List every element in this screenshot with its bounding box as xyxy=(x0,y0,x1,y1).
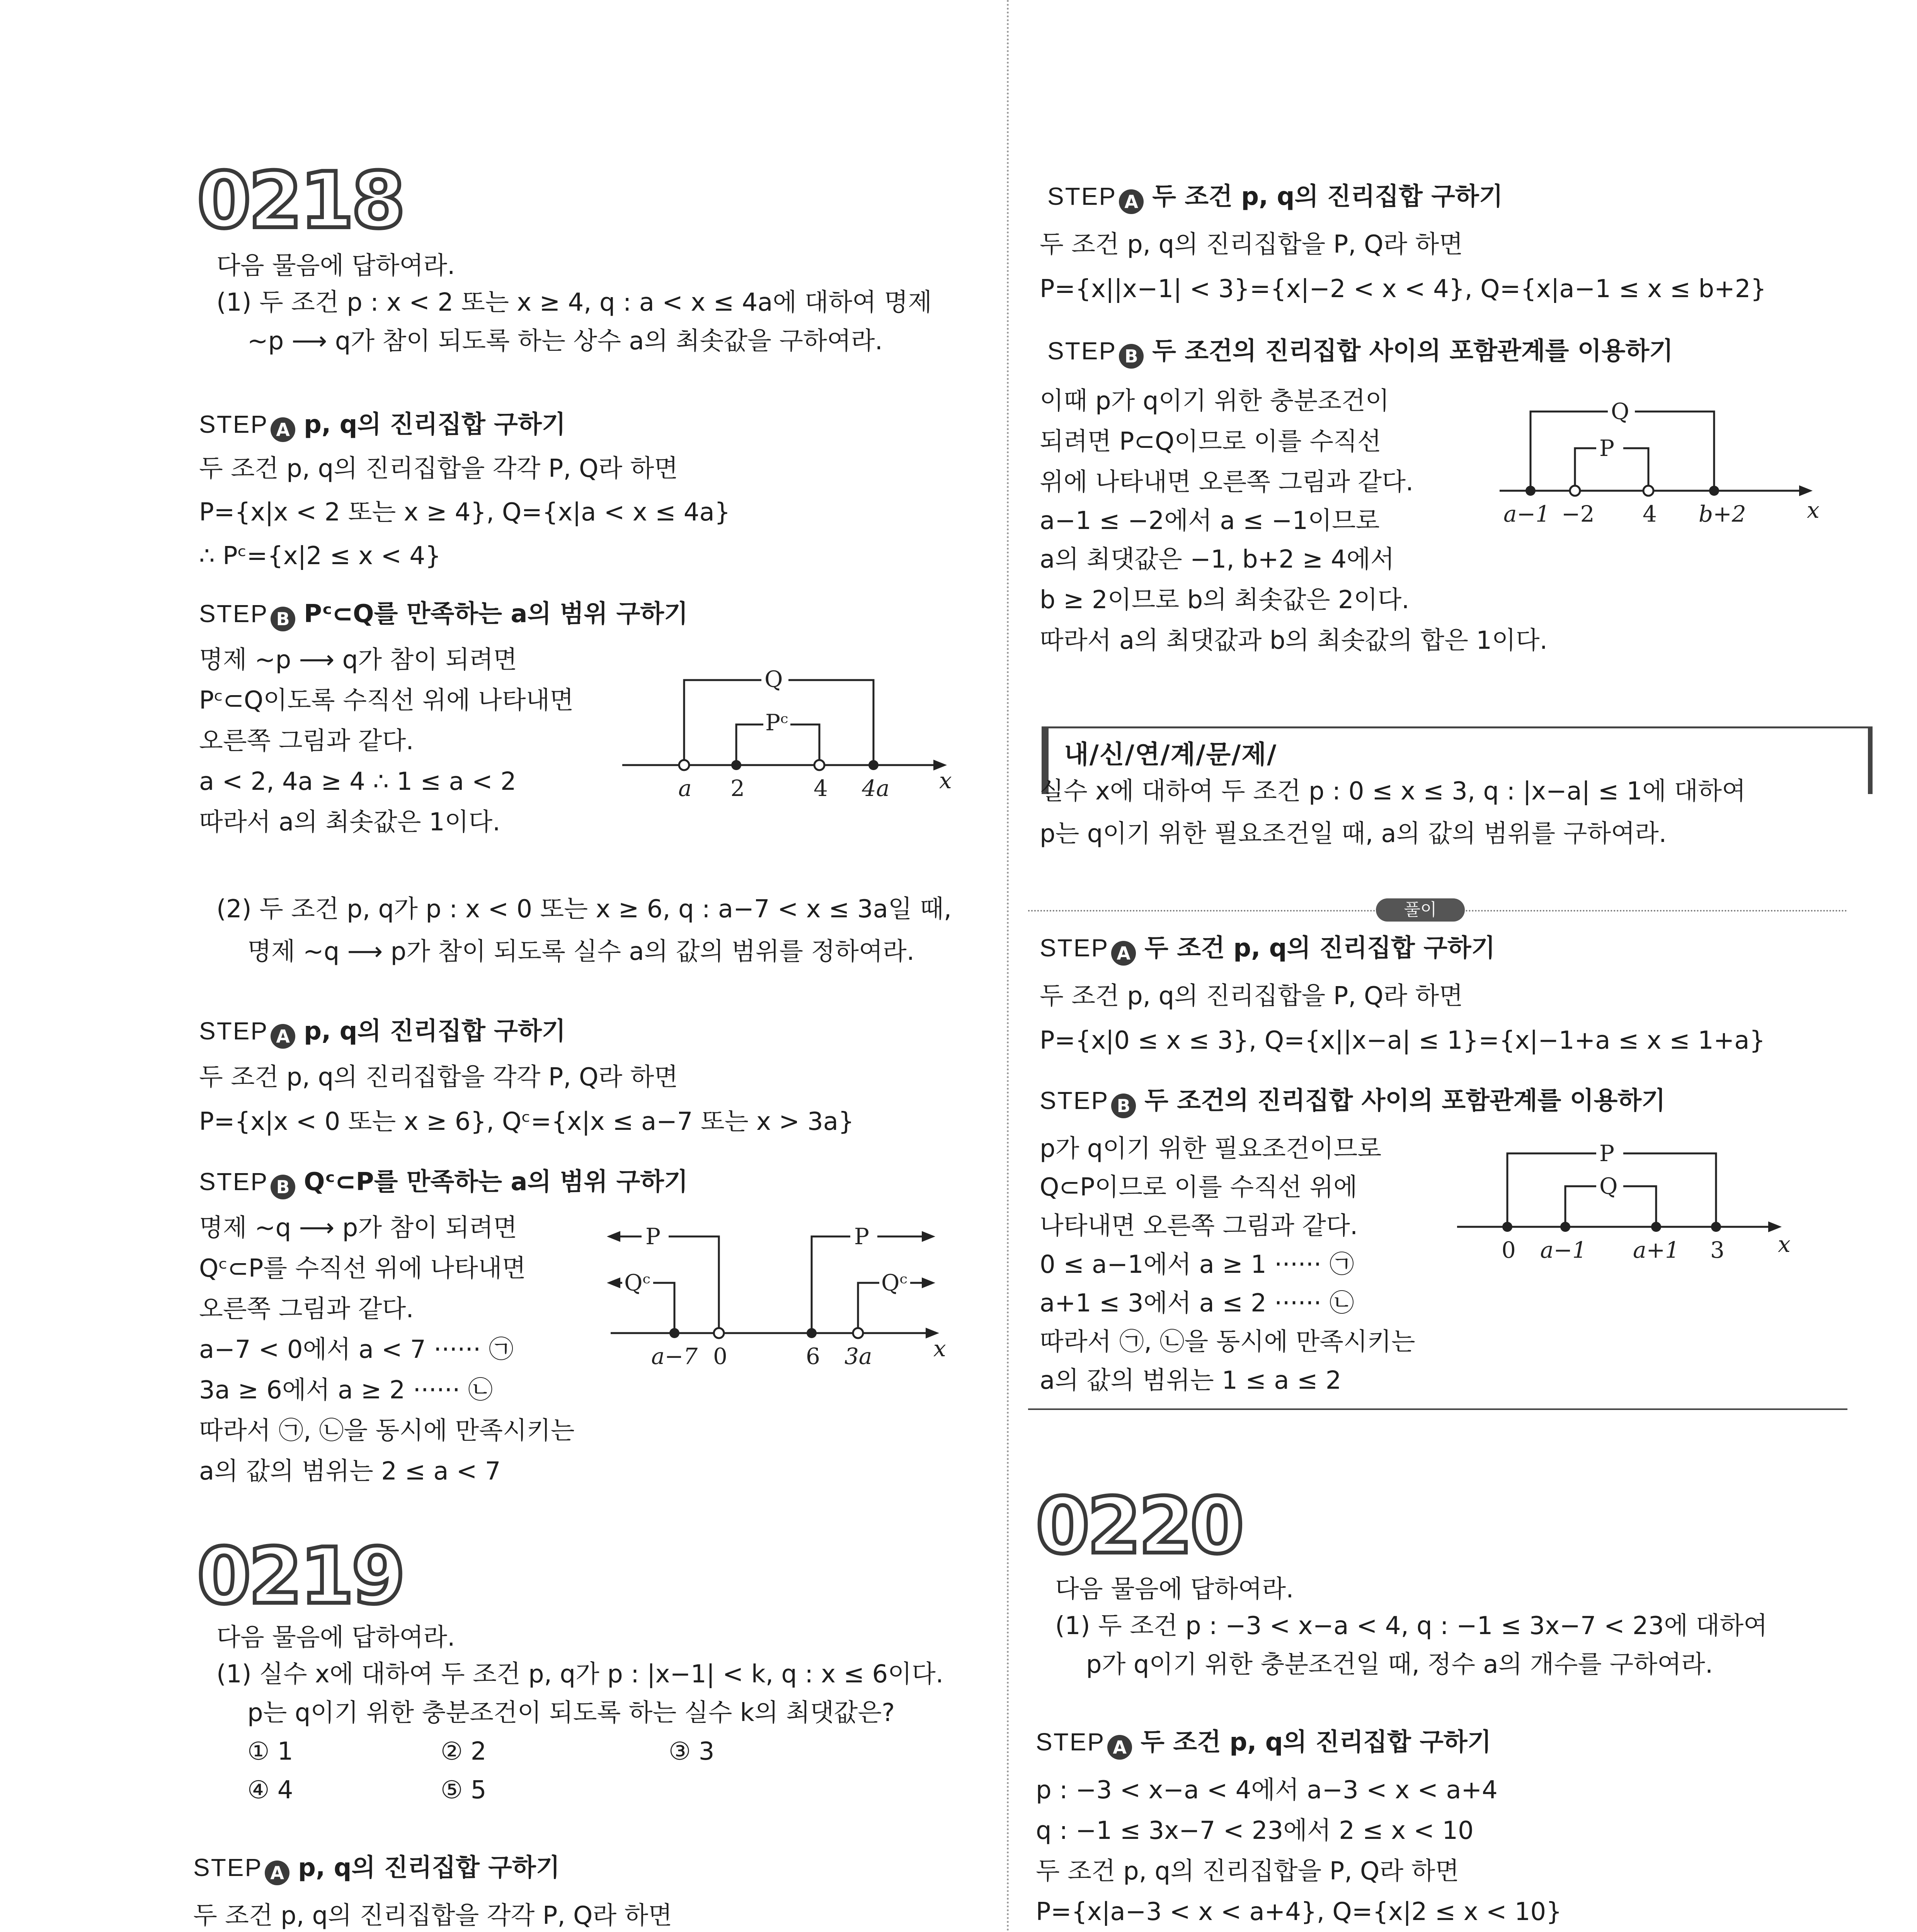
step-badge: B xyxy=(271,1175,295,1199)
tick-label: 3 xyxy=(1710,1237,1725,1263)
solution-line: Pᶜ⊂Q이도록 수직선 위에 나타내면 xyxy=(199,686,574,715)
solution-line: 두 조건 p, q의 진리집합을 P, Q라 하면 xyxy=(1040,982,1463,1010)
set-label: Qᶜ xyxy=(624,1270,650,1296)
tick-label: 2 xyxy=(730,775,745,801)
step-b-heading: STEP B Pᶜ⊂Q를 만족하는 a의 범위 구하기 xyxy=(199,595,688,633)
step-badge: A xyxy=(271,1024,295,1049)
solution-line: a+1 ≤ 3에서 a ≤ 2 ······ ㉡ xyxy=(1040,1289,1354,1318)
box-title: 내/신/연/계/문/제/ xyxy=(1064,740,1277,769)
solution-line: 명제 ~p ⟶ q가 참이 되려면 xyxy=(199,646,517,674)
step-badge: A xyxy=(265,1861,289,1885)
solution-line: ∴ Pᶜ={x|2 ≤ x < 4} xyxy=(199,542,441,570)
open-point xyxy=(853,1328,863,1338)
tick-label: x xyxy=(933,1335,946,1362)
set-label: Q xyxy=(1599,1173,1618,1199)
tick-label: x xyxy=(1778,1231,1791,1257)
step-badge: B xyxy=(1111,1094,1136,1118)
tick-label: 6 xyxy=(806,1343,820,1369)
instruction: 다음 물음에 답하여라. xyxy=(1055,1575,1294,1604)
question-text: p는 q이기 위한 충분조건이 되도록 하는 실수 k의 최댓값은? xyxy=(247,1699,895,1727)
solution-line: 명제 ~q ⟶ p가 참이 되려면 xyxy=(199,1214,517,1242)
axis-arrow xyxy=(1768,1221,1782,1232)
question-text: 실수 x에 대하여 두 조건 p : 0 ≤ x ≤ 3, q : |x−a| ≤ 1에 대하여 xyxy=(1040,777,1746,806)
axis-arrow xyxy=(1799,485,1813,496)
instruction: 다음 물음에 답하여라. xyxy=(216,252,455,280)
tick-label: b+2 xyxy=(1699,501,1746,527)
set-label: Q xyxy=(764,666,783,692)
tick-label: 3a xyxy=(844,1343,872,1369)
question-text: ~p ⟶ q가 참이 되도록 하는 상수 a의 최솟값을 구하여라. xyxy=(247,327,883,355)
solution-line: q : −1 ≤ 3x−7 < 23에서 2 ≤ x < 10 xyxy=(1036,1816,1474,1845)
solution-line: b ≥ 2이므로 b의 최솟값은 2이다. xyxy=(1040,586,1410,614)
solution-line: a−1 ≤ −2에서 a ≤ −1이므로 xyxy=(1040,507,1380,535)
closed-point xyxy=(731,760,741,770)
open-point xyxy=(1570,486,1580,496)
question-text: (2) 두 조건 p, q가 p : x < 0 또는 x ≥ 6, q : a−7 < x ≤ 3a일 때, xyxy=(216,895,952,923)
tick-label: x xyxy=(939,767,952,794)
set-label: P xyxy=(854,1223,870,1250)
set-label: Q xyxy=(1611,398,1629,425)
solution-line: 두 조건 p, q의 진리집합을 P, Q라 하면 xyxy=(1040,230,1463,259)
tick-label: a xyxy=(678,775,692,801)
number-line-diagram xyxy=(1496,394,1844,549)
solution-line: p : −3 < x−a < 4에서 a−3 < x < a+4 xyxy=(1036,1776,1498,1804)
solution-line: P={x|a−3 < x < a+4}, Q={x|2 ≤ x < 10} xyxy=(1036,1898,1562,1926)
solution-line: 따라서 a의 최댓값과 b의 최솟값의 합은 1이다. xyxy=(1040,626,1548,655)
step-b-heading: STEP B Qᶜ⊂P를 만족하는 a의 범위 구하기 xyxy=(199,1163,688,1201)
instruction: 다음 물음에 답하여라. xyxy=(216,1623,455,1652)
closed-point xyxy=(1709,486,1719,496)
solution-line: a−7 < 0에서 a < 7 ······ ㉠ xyxy=(199,1335,514,1364)
set-label: Pᶜ xyxy=(765,709,788,736)
closed-point xyxy=(1502,1222,1512,1232)
tick-label: 0 xyxy=(1502,1237,1516,1263)
tick-label: 0 xyxy=(713,1343,727,1369)
set-label: P xyxy=(1599,435,1615,461)
answer-choice[interactable]: ① 1 xyxy=(247,1737,293,1766)
question-text: 명제 ~q ⟶ p가 참이 되도록 실수 a의 값의 범위를 정하여라. xyxy=(247,937,915,966)
column-divider xyxy=(1007,0,1009,1932)
step-badge: A xyxy=(1107,1735,1132,1760)
solution-line: p가 q이기 위한 필요조건이므로 xyxy=(1040,1134,1382,1163)
number-line-diagram xyxy=(618,653,966,808)
closed-point xyxy=(868,760,878,770)
tick-label: −2 xyxy=(1561,501,1595,527)
step-badge: B xyxy=(271,607,295,631)
box-bottom-rule xyxy=(1028,1408,1847,1410)
step-a-heading: STEP A p, q의 진리집합 구하기 xyxy=(199,406,566,443)
set-label: P xyxy=(1599,1140,1615,1167)
solution-line: 오른쪽 그림과 같다. xyxy=(199,727,414,755)
tick-label: a−1 xyxy=(1503,501,1550,527)
solution-line: P={x|x < 0 또는 x ≥ 6}, Qᶜ={x|x ≤ a−7 또는 x > 3a} xyxy=(199,1107,854,1136)
step-a-heading: STEP A p, q의 진리집합 구하기 xyxy=(193,1849,560,1886)
tick-label: 4 xyxy=(1643,501,1657,527)
solution-line: 위에 나타내면 오른쪽 그림과 같다. xyxy=(1040,468,1414,497)
solution-line: Qᶜ⊂P를 수직선 위에 나타내면 xyxy=(199,1254,526,1283)
open-point xyxy=(714,1328,724,1338)
closed-point xyxy=(807,1328,817,1338)
step-badge: A xyxy=(1119,189,1144,214)
solution-line: 따라서 ㉠, ㉡을 동시에 만족시키는 xyxy=(1040,1328,1415,1356)
solution-line: 오른쪽 그림과 같다. xyxy=(199,1295,414,1323)
step-b-heading: STEP B 두 조건의 진리집합 사이의 포함관계를 이용하기 xyxy=(1047,332,1673,370)
solution-line: a의 값의 범위는 1 ≤ a ≤ 2 xyxy=(1040,1366,1342,1395)
step-badge: B xyxy=(1119,344,1144,369)
question-text: (1) 두 조건 p : x < 2 또는 x ≥ 4, q : a < x ≤ 4a에 대하여 명제 xyxy=(216,288,932,317)
step-a-heading: STEP A 두 조건 p, q의 진리집합 구하기 xyxy=(1036,1723,1491,1761)
set-label: P xyxy=(645,1223,661,1250)
open-point xyxy=(679,760,689,770)
question-text: (1) 두 조건 p : −3 < x−a < 4, q : −1 ≤ 3x−7 < 23에 대하여 xyxy=(1055,1612,1767,1640)
solution-line: P={x||x−1| < 3}={x|−2 < x < 4}, Q={x|a−1 ≤ x ≤ b+2} xyxy=(1040,275,1767,303)
step-badge: A xyxy=(271,417,295,442)
solution-line: a < 2, 4a ≥ 4 ∴ 1 ≤ a < 2 xyxy=(199,767,516,796)
solution-line: 나타내면 오른쪽 그림과 같다. xyxy=(1040,1212,1358,1240)
step-a-heading: STEP A 두 조건 p, q의 진리집합 구하기 xyxy=(1047,178,1503,215)
answer-choice[interactable]: ④ 4 xyxy=(247,1776,293,1804)
solution-line: 3a ≥ 6에서 a ≥ 2 ······ ㉡ xyxy=(199,1376,493,1405)
solution-line: 되려면 P⊂Q이므로 이를 수직선 xyxy=(1040,427,1381,456)
closed-point xyxy=(669,1328,679,1338)
closed-point xyxy=(1560,1222,1570,1232)
solution-line: P={x|0 ≤ x ≤ 3}, Q={x||x−a| ≤ 1}={x|−1+a ≤ x ≤ 1+a} xyxy=(1040,1026,1765,1055)
tick-label: a−7 xyxy=(651,1343,698,1369)
question-text: p는 q이기 위한 필요조건일 때, a의 값의 범위를 구하여라. xyxy=(1040,820,1667,848)
open-point xyxy=(814,760,824,770)
solution-line: 0 ≤ a−1에서 a ≥ 1 ······ ㉠ xyxy=(1040,1250,1354,1279)
problem-number-0218: 0218 xyxy=(197,156,403,246)
solution-line: P={x|x < 2 또는 x ≥ 4}, Q={x|a < x ≤ 4a} xyxy=(199,498,730,527)
solution-line: Q⊂P이므로 이를 수직선 위에 xyxy=(1040,1173,1357,1202)
problem-number-0219: 0219 xyxy=(197,1531,403,1621)
question-text: p가 q이기 위한 충분조건일 때, 정수 a의 개수를 구하여라. xyxy=(1086,1650,1713,1679)
problem-number-0220: 0220 xyxy=(1036,1481,1242,1571)
solution-line: 따라서 ㉠, ㉡을 동시에 만족시키는 xyxy=(199,1417,575,1445)
closed-point xyxy=(1525,486,1536,496)
question-text: (1) 실수 x에 대하여 두 조건 p, q가 p : |x−1| < k, q : x ≤ 6이다. xyxy=(216,1660,944,1689)
answer-choice[interactable]: ③ 3 xyxy=(669,1737,715,1766)
closed-point xyxy=(1651,1222,1661,1232)
answer-choice[interactable]: ⑤ 5 xyxy=(441,1776,487,1804)
step-b-heading: STEP B 두 조건의 진리집합 사이의 포함관계를 이용하기 xyxy=(1040,1082,1665,1119)
tick-label: x xyxy=(1807,497,1820,523)
solution-line: 두 조건 p, q의 진리집합을 각각 P, Q라 하면 xyxy=(199,1063,678,1092)
answer-choice[interactable]: ② 2 xyxy=(441,1737,487,1766)
solution-line: a의 값의 범위는 2 ≤ a < 7 xyxy=(199,1457,501,1486)
step-a-heading: STEP A p, q의 진리집합 구하기 xyxy=(199,1012,566,1050)
tick-label: a+1 xyxy=(1633,1237,1680,1263)
tick-label: 4 xyxy=(814,775,828,801)
step-badge: A xyxy=(1111,941,1136,966)
tick-label: 4a xyxy=(862,775,890,801)
set-label: Qᶜ xyxy=(881,1270,907,1296)
tick-label: a−1 xyxy=(1540,1237,1587,1263)
closed-point xyxy=(1711,1222,1721,1232)
number-line-diagram xyxy=(1453,1132,1824,1279)
open-point xyxy=(1643,486,1653,496)
solution-line: a의 최댓값은 −1, b+2 ≥ 4에서 xyxy=(1040,545,1394,574)
step-a-heading: STEP A 두 조건 p, q의 진리집합 구하기 xyxy=(1040,929,1495,967)
number-line-diagram xyxy=(603,1217,966,1379)
solution-line: 이때 p가 q이기 위한 충분조건이 xyxy=(1040,387,1389,415)
solution-tag: 풀이 xyxy=(1376,898,1465,922)
solution-line: 두 조건 p, q의 진리집합을 각각 P, Q라 하면 xyxy=(199,454,678,483)
solution-line: 따라서 a의 최솟값은 1이다. xyxy=(199,808,501,837)
solution-line: 두 조건 p, q의 진리집합을 P, Q라 하면 xyxy=(1036,1857,1459,1886)
solution-line: 두 조건 p, q의 진리집합을 각각 P, Q라 하면 xyxy=(193,1901,672,1930)
